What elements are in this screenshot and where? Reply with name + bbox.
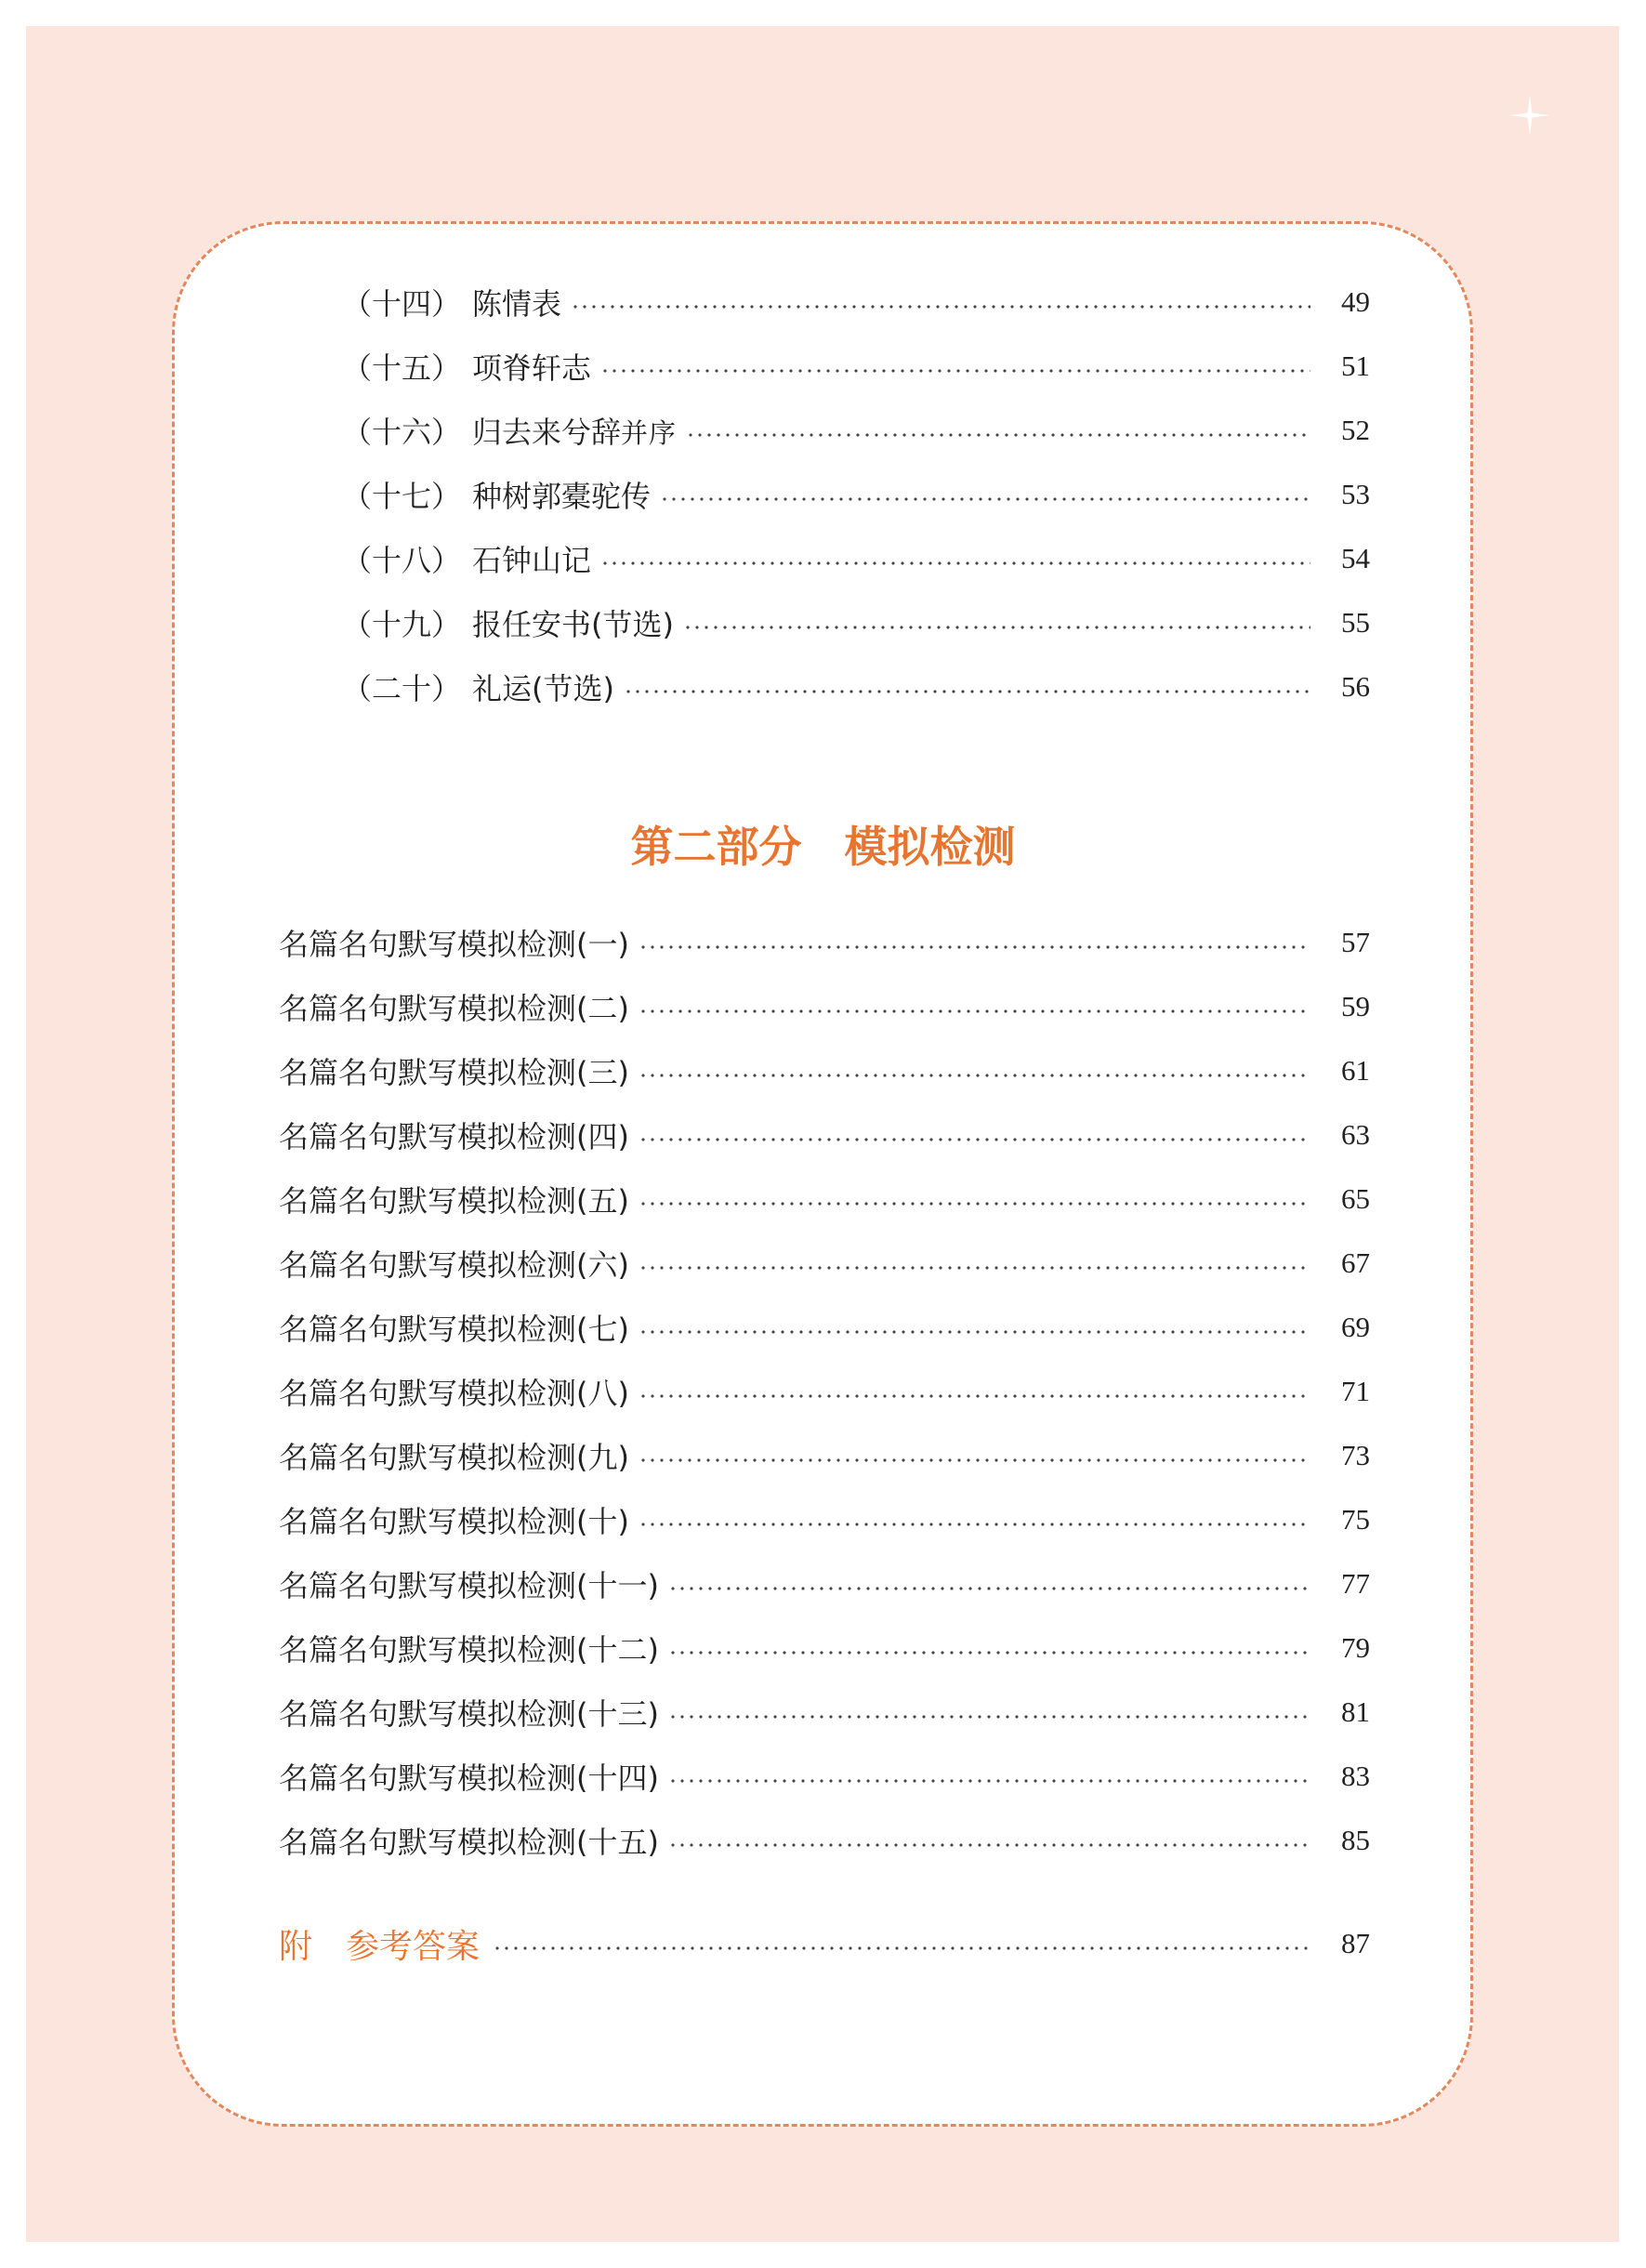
- dot-leader: [639, 1458, 1310, 1462]
- dot-leader: [683, 626, 1310, 629]
- toc-entry[interactable]: [279, 983, 1370, 1030]
- dot-leader: [639, 1202, 1310, 1206]
- page-number: 51: [1341, 349, 1370, 382]
- toc-entry[interactable]: [279, 1625, 1370, 1671]
- page-number: 85: [1341, 1824, 1370, 1856]
- entry-number: （十五）: [342, 350, 462, 386]
- toc-entry[interactable]: [279, 1240, 1370, 1286]
- toc-entry[interactable]: [279, 1432, 1370, 1479]
- toc-entry[interactable]: [279, 1176, 1370, 1222]
- dot-leader: [639, 945, 1310, 949]
- toc-entry[interactable]: [342, 471, 1370, 518]
- entry-title: 名篇名句默写模拟检测(十二): [279, 1632, 659, 1668]
- entry-title: [472, 601, 683, 644]
- entry-title: 名篇名句默写模拟检测(二): [279, 991, 629, 1026]
- entry-title-text: 种树郭橐驼传: [472, 479, 652, 514]
- entry-title: 名篇名句默写模拟检测(十五): [279, 1825, 659, 1860]
- entry-number: （十八）: [342, 543, 462, 578]
- entry-title-text: 归去来兮辞: [472, 415, 622, 450]
- entry-number: （十七）: [342, 479, 462, 514]
- page-number: 53: [1341, 478, 1370, 510]
- entry-title-text: 石钟山记: [472, 543, 592, 578]
- entry-title: 名篇名句默写模拟检测(十一): [279, 1568, 659, 1603]
- dot-leader: [639, 1138, 1310, 1141]
- page-number: 55: [1341, 606, 1370, 639]
- dot-leader: [639, 1330, 1310, 1334]
- dot-leader: [668, 1715, 1310, 1719]
- sparkle-icon: [1509, 95, 1550, 136]
- dot-leader: [668, 1651, 1310, 1655]
- entry-number: （十六）: [342, 415, 462, 450]
- page-number: 61: [1341, 1054, 1370, 1087]
- entry-title: 名篇名句默写模拟检测(七): [279, 1312, 629, 1347]
- entry-title-text: 项脊轩志: [472, 350, 592, 386]
- toc-entry[interactable]: [342, 535, 1370, 582]
- entry-number: （二十）: [342, 671, 462, 706]
- toc-entry[interactable]: [342, 343, 1370, 389]
- page-number: 56: [1341, 670, 1370, 703]
- dot-leader: [668, 1843, 1310, 1847]
- entry-number: （十九）: [342, 607, 462, 642]
- toc-entry[interactable]: [342, 407, 1370, 454]
- page-number: 81: [1341, 1695, 1370, 1728]
- toc-entry[interactable]: [279, 1048, 1370, 1094]
- entry-title: [472, 345, 600, 388]
- toc-entry[interactable]: [279, 1753, 1370, 1800]
- dot-leader: [571, 305, 1310, 309]
- entry-title: 名篇名句默写模拟检测(六): [279, 1247, 629, 1283]
- toc-entry[interactable]: [279, 1561, 1370, 1607]
- toc-entry[interactable]: [279, 1817, 1370, 1864]
- entry-title-text: 陈情表: [472, 286, 562, 322]
- entry-title: [472, 473, 660, 516]
- entry-title: 名篇名句默写模拟检测(三): [279, 1055, 629, 1090]
- page-number: 77: [1341, 1567, 1370, 1600]
- entry-title: 名篇名句默写模拟检测(五): [279, 1183, 629, 1219]
- entry-title-text: 礼运(节选): [472, 671, 614, 706]
- appendix-label: 附 参考答案: [279, 1927, 481, 1966]
- dot-leader: [668, 1779, 1310, 1783]
- toc-entry[interactable]: [342, 279, 1370, 325]
- dot-leader: [639, 1009, 1310, 1013]
- dot-leader: [639, 1074, 1310, 1077]
- entry-title: 名篇名句默写模拟检测(十四): [279, 1760, 659, 1796]
- entry-title: 名篇名句默写模拟检测(一): [279, 927, 629, 962]
- entry-title: [472, 537, 600, 580]
- page-number: 79: [1341, 1631, 1370, 1664]
- page-number: 75: [1341, 1503, 1370, 1536]
- page-number: 52: [1341, 414, 1370, 446]
- dot-leader: [624, 690, 1310, 693]
- dot-leader: [493, 1946, 1310, 1950]
- page-number: 63: [1341, 1118, 1370, 1151]
- dot-leader: [668, 1587, 1310, 1590]
- dot-leader: [639, 1523, 1310, 1526]
- page-number: 67: [1341, 1246, 1370, 1279]
- page-number: 65: [1341, 1182, 1370, 1215]
- entry-title: 名篇名句默写模拟检测(十): [279, 1504, 629, 1539]
- entry-title-text: 报任安书(节选): [472, 607, 674, 642]
- page-number: 59: [1341, 990, 1370, 1022]
- dot-leader: [686, 433, 1310, 437]
- entry-number: （十四）: [342, 286, 462, 322]
- toc-entry[interactable]: [279, 1689, 1370, 1735]
- dot-leader: [600, 369, 1310, 373]
- page-number: 69: [1341, 1311, 1370, 1343]
- entry-title: [472, 281, 571, 323]
- appendix-entry[interactable]: [279, 1920, 1370, 1967]
- page-number: 73: [1341, 1439, 1370, 1471]
- toc-entry[interactable]: [279, 1497, 1370, 1543]
- toc-entry[interactable]: [279, 1304, 1370, 1351]
- toc-entry[interactable]: [342, 600, 1370, 646]
- page-number: 49: [1341, 285, 1370, 318]
- entry-title: 名篇名句默写模拟检测(四): [279, 1119, 629, 1154]
- toc-entry[interactable]: [279, 919, 1370, 966]
- toc-entry[interactable]: [279, 1112, 1370, 1158]
- dot-leader: [639, 1394, 1310, 1398]
- section-heading: 第二部分 模拟检测: [630, 822, 1016, 872]
- entry-title: 名篇名句默写模拟检测(九): [279, 1440, 629, 1475]
- dot-leader: [660, 497, 1310, 501]
- page-number: 54: [1341, 542, 1370, 574]
- page-number: 87: [1341, 1927, 1370, 1959]
- dot-leader: [600, 561, 1310, 565]
- page-number: 83: [1341, 1760, 1370, 1792]
- dot-leader: [639, 1266, 1310, 1270]
- entry-title-note: 并序: [621, 417, 678, 449]
- entry-title: 名篇名句默写模拟检测(十三): [279, 1696, 659, 1732]
- toc-entry[interactable]: [342, 664, 1370, 710]
- page-number: 57: [1341, 926, 1370, 958]
- entry-title: 名篇名句默写模拟检测(八): [279, 1376, 629, 1411]
- toc-entry[interactable]: [279, 1368, 1370, 1415]
- page-number: 71: [1341, 1375, 1370, 1407]
- entry-title: [472, 666, 624, 708]
- entry-title: [472, 409, 686, 452]
